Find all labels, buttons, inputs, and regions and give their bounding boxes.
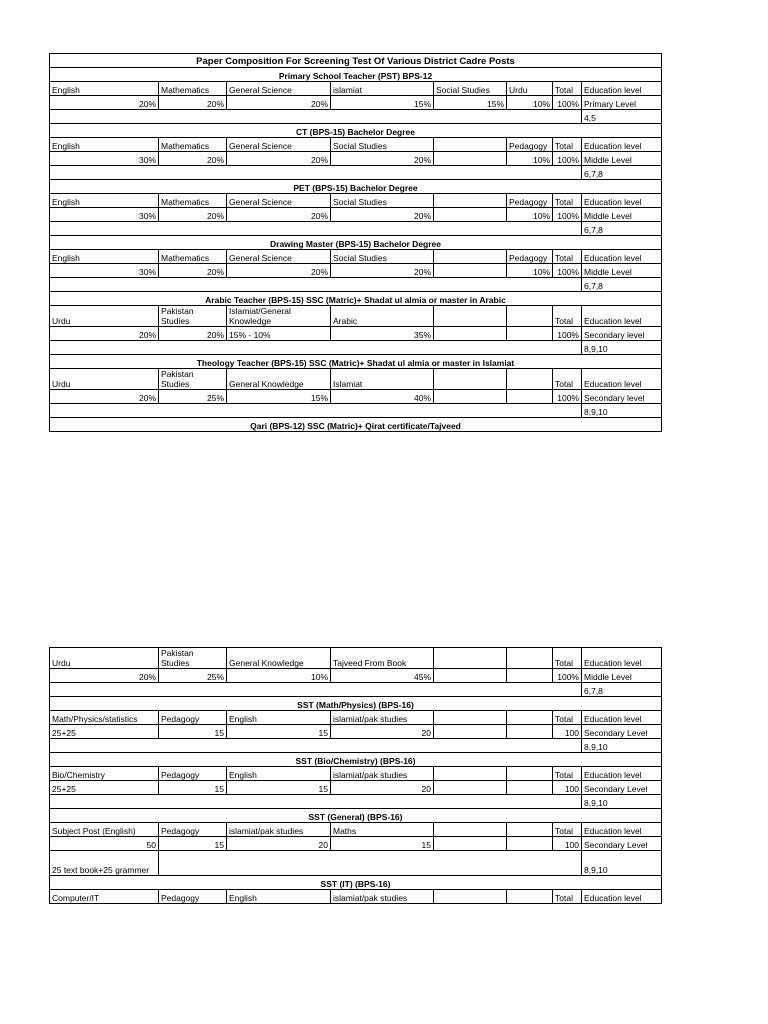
value-cell: 15 xyxy=(331,837,434,851)
empty-cell xyxy=(50,341,582,355)
value-cell: 25+25 xyxy=(50,725,159,739)
sheet-title: Paper Composition For Screening Test Of Various District Cadre Posts xyxy=(50,54,662,68)
header-cell: English xyxy=(50,250,159,264)
value-cell: 100% xyxy=(553,669,582,683)
value-cell: 100% xyxy=(553,327,582,341)
value-cell: 20% xyxy=(227,208,331,222)
header-cell: English xyxy=(50,194,159,208)
composition-table-1 xyxy=(49,53,662,432)
section-heading: Qari (BPS-12) SSC (Matric)+ Qirat certificate/Tajveed xyxy=(50,418,662,432)
header-cell: Education level xyxy=(582,250,662,264)
header-cell: Total xyxy=(553,250,582,264)
header-cell: Urdu xyxy=(50,369,159,390)
header-cell xyxy=(434,194,507,208)
value-cell: 30% xyxy=(50,208,159,222)
header-cell: Total xyxy=(553,194,582,208)
header-cell: Pedagogy xyxy=(507,250,553,264)
value-cell: 20% xyxy=(227,264,331,278)
value-cell xyxy=(434,390,507,404)
header-cell xyxy=(507,767,553,781)
header-cell: Mathematics xyxy=(159,194,227,208)
grades-cell: 8,9,10 xyxy=(582,404,662,418)
value-cell: Secondary Level xyxy=(582,781,662,795)
header-cell: Total xyxy=(553,82,582,96)
header-cell xyxy=(434,648,507,669)
value-cell: 10% xyxy=(507,152,553,166)
grades-cell: 8,9,10 xyxy=(582,341,662,355)
value-cell: Secondary level xyxy=(582,327,662,341)
value-cell: 35% xyxy=(331,327,434,341)
value-cell: 100% xyxy=(553,208,582,222)
header-cell: Education level xyxy=(582,306,662,327)
value-cell: Secondary Level xyxy=(582,837,662,851)
value-cell: 20% xyxy=(50,327,159,341)
header-cell: Urdu xyxy=(507,82,553,96)
header-cell: Arabic xyxy=(331,306,434,327)
grades-cell: 8,9,10 xyxy=(582,851,662,876)
section-heading: SST (Bio/Chemistry) (BPS-16) xyxy=(50,753,662,767)
header-cell: General Knowledge xyxy=(227,648,331,669)
value-cell: 15 xyxy=(227,725,331,739)
value-cell xyxy=(434,208,507,222)
header-cell: General Science xyxy=(227,82,331,96)
grades-cell: 6,7,8 xyxy=(582,683,662,697)
value-cell: Primary Level xyxy=(582,96,662,110)
value-cell: 20% xyxy=(227,96,331,110)
value-cell: 20% xyxy=(227,152,331,166)
header-cell xyxy=(434,306,507,327)
header-cell xyxy=(507,823,553,837)
header-cell: Total xyxy=(553,767,582,781)
value-cell: 20% xyxy=(50,669,159,683)
value-cell xyxy=(507,837,553,851)
header-cell: Pedagogy xyxy=(507,138,553,152)
value-cell: 15% xyxy=(434,96,507,110)
value-cell: 10% xyxy=(507,208,553,222)
header-cell xyxy=(434,767,507,781)
header-cell: Pedagogy xyxy=(507,194,553,208)
header-cell: Education level xyxy=(582,138,662,152)
value-cell: 100 xyxy=(553,781,582,795)
value-cell: 20% xyxy=(159,208,227,222)
value-cell: 20 xyxy=(227,837,331,851)
empty-cell xyxy=(50,404,582,418)
value-cell: Middle Level xyxy=(582,208,662,222)
header-cell: Education level xyxy=(582,82,662,96)
value-cell: 20% xyxy=(331,264,434,278)
header-cell: islamiat/pak studies xyxy=(227,823,331,837)
header-cell xyxy=(434,711,507,725)
value-cell: 20% xyxy=(331,208,434,222)
header-cell: English xyxy=(50,138,159,152)
section-heading: Primary School Teacher (PST) BPS-12 xyxy=(50,68,662,82)
header-cell: Education level xyxy=(582,823,662,837)
header-cell xyxy=(434,138,507,152)
value-cell: 15% - 10% xyxy=(227,327,331,341)
header-cell: Tajveed From Book xyxy=(331,648,434,669)
header-cell: Social Studies xyxy=(331,250,434,264)
value-cell xyxy=(507,327,553,341)
value-cell: 30% xyxy=(50,264,159,278)
header-cell: Urdu xyxy=(50,648,159,669)
header-cell: Social Studies xyxy=(331,194,434,208)
value-cell: 20% xyxy=(331,152,434,166)
value-cell: Secondary Level xyxy=(582,725,662,739)
header-cell xyxy=(434,890,507,904)
value-cell xyxy=(434,264,507,278)
header-cell: Maths xyxy=(331,823,434,837)
value-cell xyxy=(434,781,507,795)
note-cell: 25 text book+25 grammer xyxy=(50,851,159,876)
section-heading: Drawing Master (BPS-15) Bachelor Degree xyxy=(50,236,662,250)
header-cell: Social Studies xyxy=(331,138,434,152)
grades-cell: 6,7,8 xyxy=(582,222,662,236)
header-cell: General Science xyxy=(227,250,331,264)
empty-cell xyxy=(50,222,582,236)
header-cell xyxy=(434,369,507,390)
value-cell: 50 xyxy=(50,837,159,851)
header-cell: islamiat/pak studies xyxy=(331,711,434,725)
value-cell: 20% xyxy=(159,264,227,278)
grades-cell: 6,7,8 xyxy=(582,278,662,292)
header-cell: Urdu xyxy=(50,306,159,327)
header-cell: Education level xyxy=(582,194,662,208)
empty-cell xyxy=(50,166,582,180)
value-cell: 15 xyxy=(227,781,331,795)
header-cell xyxy=(507,890,553,904)
header-cell: Education level xyxy=(582,711,662,725)
header-cell: islamiat/pak studies xyxy=(331,890,434,904)
header-cell: Islamiat xyxy=(331,369,434,390)
value-cell: Middle Level xyxy=(582,152,662,166)
value-cell: 40% xyxy=(331,390,434,404)
header-cell: English xyxy=(227,767,331,781)
value-cell xyxy=(507,669,553,683)
grades-cell: 8,9,10 xyxy=(582,739,662,753)
value-cell xyxy=(507,390,553,404)
header-cell: Education level xyxy=(582,648,662,669)
header-cell: Pedagogy xyxy=(159,890,227,904)
value-cell xyxy=(434,327,507,341)
header-cell: Total xyxy=(553,648,582,669)
grades-cell: 6,7,8 xyxy=(582,166,662,180)
header-cell: Islamiat/General Knowledge xyxy=(227,306,331,327)
value-cell: 25+25 xyxy=(50,781,159,795)
header-cell xyxy=(434,250,507,264)
header-cell: Pakistan Studies xyxy=(159,306,227,327)
value-cell: 10% xyxy=(507,96,553,110)
header-cell: English xyxy=(227,890,331,904)
value-cell xyxy=(434,837,507,851)
value-cell xyxy=(507,781,553,795)
header-cell: Education level xyxy=(582,767,662,781)
empty-cell xyxy=(50,278,582,292)
header-cell: islamiat/pak studies xyxy=(331,767,434,781)
header-cell: English xyxy=(50,82,159,96)
section-heading: SST (IT) (BPS-16) xyxy=(50,876,662,890)
value-cell: 20 xyxy=(331,781,434,795)
value-cell xyxy=(434,669,507,683)
header-cell: Pedagogy xyxy=(159,711,227,725)
header-cell: Bio/Chemistry xyxy=(50,767,159,781)
value-cell: 20% xyxy=(159,96,227,110)
header-cell: Subject Post (English) xyxy=(50,823,159,837)
header-cell: Pakistan Studies xyxy=(159,369,227,390)
section-heading: SST (Math/Physics) (BPS-16) xyxy=(50,697,662,711)
header-cell: Math/Physics/statistics xyxy=(50,711,159,725)
value-cell: 100% xyxy=(553,152,582,166)
value-cell xyxy=(434,725,507,739)
header-cell: Social Studies xyxy=(434,82,507,96)
header-cell xyxy=(507,306,553,327)
value-cell: Middle Level xyxy=(582,264,662,278)
header-cell: Total xyxy=(553,890,582,904)
value-cell: Secondary level xyxy=(582,390,662,404)
value-cell: 10% xyxy=(227,669,331,683)
value-cell: 15 xyxy=(159,837,227,851)
header-cell: Total xyxy=(553,711,582,725)
empty-cell xyxy=(50,683,582,697)
header-cell: Total xyxy=(553,369,582,390)
grades-cell: 8,9,10 xyxy=(582,795,662,809)
header-cell xyxy=(507,648,553,669)
header-cell: General Science xyxy=(227,194,331,208)
value-cell: 20% xyxy=(50,96,159,110)
header-cell: Mathematics xyxy=(159,138,227,152)
header-cell xyxy=(507,369,553,390)
value-cell: 20 xyxy=(331,725,434,739)
section-heading: PET (BPS-15) Bachelor Degree xyxy=(50,180,662,194)
header-cell: Pedagogy xyxy=(159,767,227,781)
empty-cell xyxy=(159,851,582,876)
value-cell: 20% xyxy=(159,327,227,341)
value-cell: 20% xyxy=(159,152,227,166)
header-cell: islamiat xyxy=(331,82,434,96)
value-cell: 100% xyxy=(553,264,582,278)
header-cell: General Knowledge xyxy=(227,369,331,390)
value-cell xyxy=(434,152,507,166)
value-cell: 10% xyxy=(507,264,553,278)
section-heading: Arabic Teacher (BPS-15) SSC (Matric)+ Shadat ul almia or master in Arabic xyxy=(50,292,662,306)
value-cell: 100 xyxy=(553,837,582,851)
header-cell: English xyxy=(227,711,331,725)
empty-cell xyxy=(50,110,582,124)
section-heading: Theology Teacher (BPS-15) SSC (Matric)+ Shadat ul almia or master in Islamiat xyxy=(50,355,662,369)
value-cell: 100% xyxy=(553,96,582,110)
section-heading: CT (BPS-15) Bachelor Degree xyxy=(50,124,662,138)
value-cell: 15% xyxy=(331,96,434,110)
header-cell: Education level xyxy=(582,369,662,390)
header-cell: Pakistan Studies xyxy=(159,648,227,669)
value-cell: 25% xyxy=(159,390,227,404)
composition-table-2 xyxy=(49,647,662,904)
value-cell: 15 xyxy=(159,725,227,739)
value-cell: 25% xyxy=(159,669,227,683)
value-cell: 30% xyxy=(50,152,159,166)
value-cell: 100 xyxy=(553,725,582,739)
section-heading: SST (General) (BPS-16) xyxy=(50,809,662,823)
value-cell: 45% xyxy=(331,669,434,683)
header-cell: Total xyxy=(553,138,582,152)
header-cell: Mathematics xyxy=(159,250,227,264)
empty-cell xyxy=(50,739,582,753)
value-cell: 15 xyxy=(159,781,227,795)
header-cell xyxy=(434,823,507,837)
header-cell xyxy=(507,711,553,725)
header-cell: Total xyxy=(553,823,582,837)
empty-cell xyxy=(50,795,582,809)
header-cell: Education level xyxy=(582,890,662,904)
header-cell: Total xyxy=(553,306,582,327)
header-cell: Computer/IT xyxy=(50,890,159,904)
value-cell: 15% xyxy=(227,390,331,404)
value-cell: 100% xyxy=(553,390,582,404)
value-cell: Middle Level xyxy=(582,669,662,683)
value-cell xyxy=(507,725,553,739)
header-cell: Mathematics xyxy=(159,82,227,96)
header-cell: Pedagogy xyxy=(159,823,227,837)
value-cell: 20% xyxy=(50,390,159,404)
grades-cell: 4,5 xyxy=(582,110,662,124)
header-cell: General Science xyxy=(227,138,331,152)
